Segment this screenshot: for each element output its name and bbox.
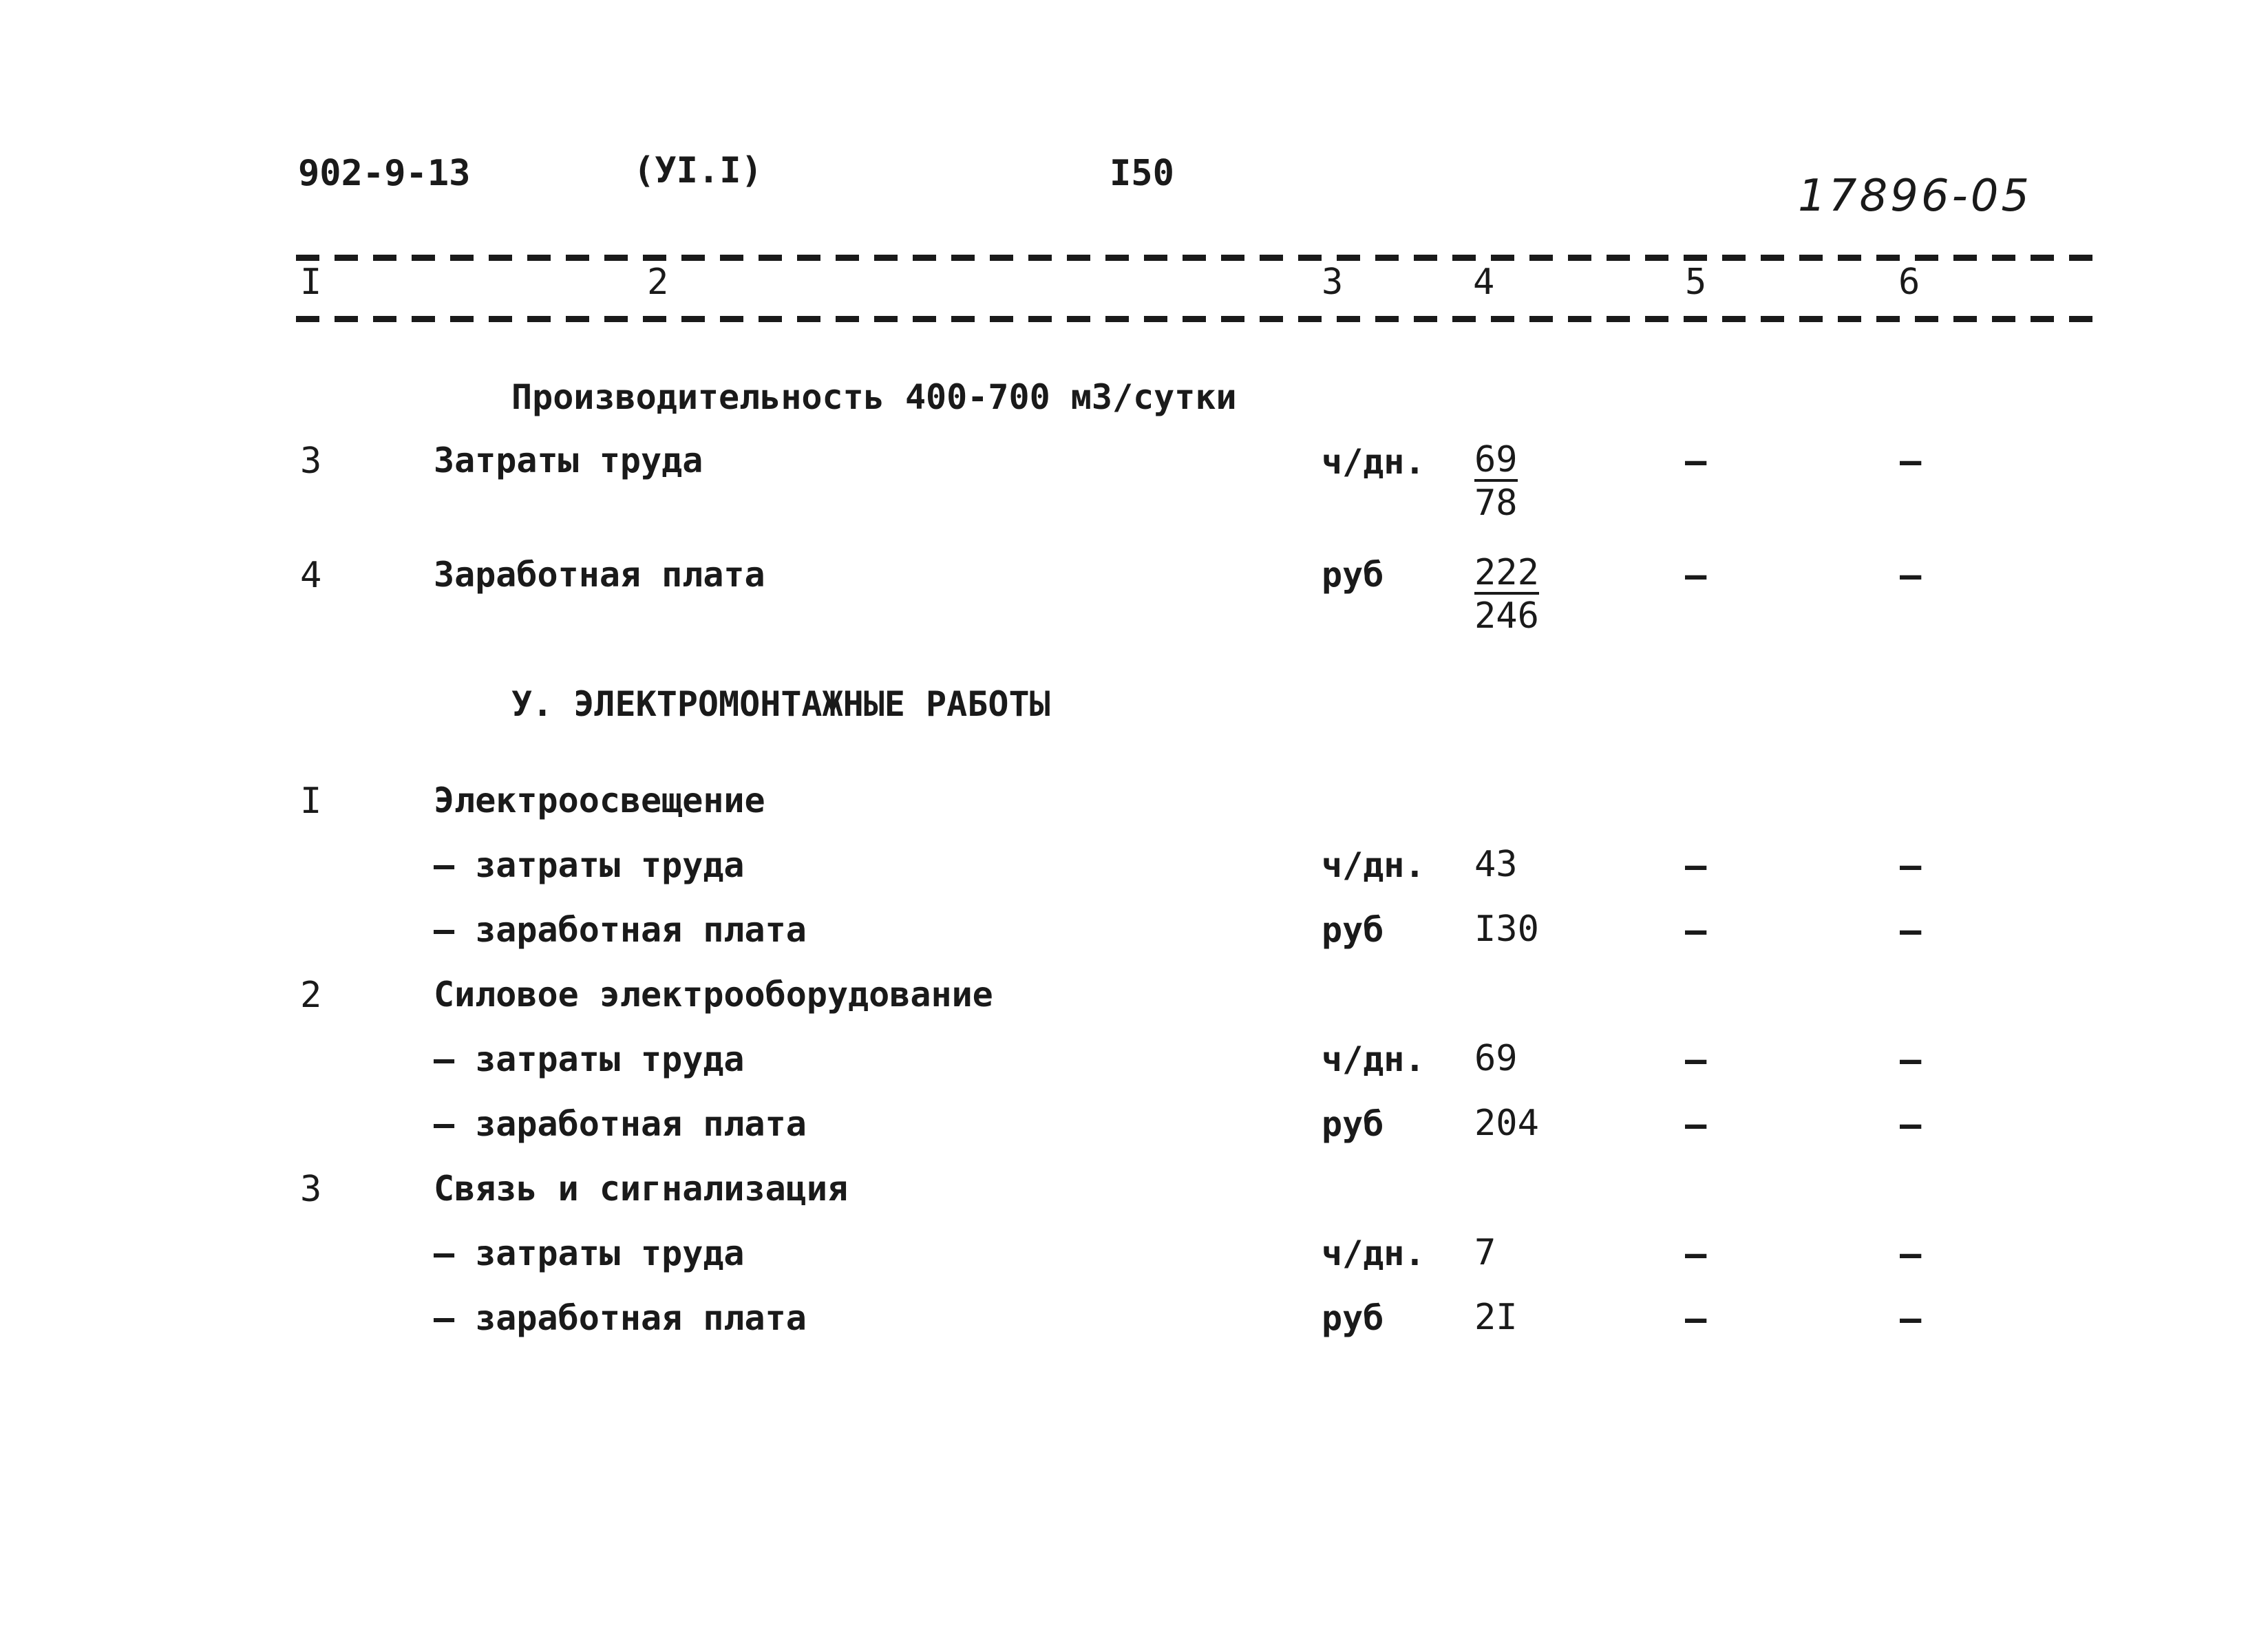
item-name: – заработная плата — [434, 1298, 807, 1338]
section-label: (УI.I) — [633, 150, 763, 191]
col6-dash: – — [1900, 1104, 1922, 1145]
productivity-heading: Производительность 400-700 м3/сутки — [511, 377, 1237, 417]
value-denominator: 78 — [1474, 482, 1518, 524]
item-value: 69 — [1474, 1038, 1518, 1079]
item-name: – затраты труда — [434, 845, 745, 885]
column-number-4: 4 — [1473, 262, 1495, 303]
col5-dash: – — [1685, 1233, 1707, 1275]
value-fraction — [1474, 552, 1539, 635]
col5-dash: – — [1685, 1039, 1707, 1081]
column-number-6: 6 — [1898, 262, 1920, 303]
col6-dash: – — [1900, 1233, 1922, 1275]
group-number: 3 — [300, 1169, 322, 1210]
item-unit: ч/дн. — [1322, 845, 1426, 885]
col5-dash: – — [1685, 1104, 1707, 1145]
col6-dash: – — [1900, 845, 1922, 887]
col5-dash: – — [1685, 1298, 1707, 1339]
col6-dash: – — [1900, 1298, 1922, 1339]
group-number: 2 — [300, 975, 322, 1016]
col5-dash: – — [1685, 555, 1707, 596]
col6-dash: – — [1900, 555, 1922, 596]
value-numerator: 69 — [1474, 439, 1518, 480]
col6-dash: – — [1900, 1039, 1922, 1081]
col5-dash: – — [1685, 910, 1707, 951]
group-number: I — [300, 781, 322, 822]
value-numerator: 222 — [1474, 552, 1539, 593]
header-bottom-rule — [296, 316, 2106, 322]
group-name: Силовое электрооборудование — [434, 975, 993, 1015]
col6-dash: – — [1900, 441, 1922, 482]
row-name: Заработная плата — [434, 555, 765, 595]
item-name: – затраты труда — [434, 1039, 745, 1079]
item-value: 43 — [1474, 844, 1518, 885]
column-number-1: I — [300, 262, 322, 303]
column-number-2: 2 — [647, 262, 669, 303]
col5-dash: – — [1685, 441, 1707, 482]
item-name: – заработная плата — [434, 1104, 807, 1144]
value-denominator: 246 — [1474, 595, 1539, 637]
page-number: I50 — [1110, 153, 1174, 194]
item-value: I30 — [1474, 909, 1539, 950]
document-code: 902-9-13 — [298, 153, 471, 194]
row-unit: руб — [1322, 555, 1384, 595]
item-unit: руб — [1322, 1104, 1384, 1144]
column-number-3: 3 — [1322, 262, 1344, 303]
item-value: 2I — [1474, 1297, 1518, 1338]
group-name: Электроосвещение — [434, 781, 765, 820]
group-name: Связь и сигнализация — [434, 1169, 849, 1209]
item-unit: ч/дн. — [1322, 1233, 1426, 1273]
section-heading: У. ЭЛЕКТРОМОНТАЖНЫЕ РАБОТЫ — [511, 684, 1050, 724]
item-unit: руб — [1322, 1298, 1384, 1338]
item-unit: руб — [1322, 910, 1384, 950]
header-top-rule — [296, 255, 2106, 261]
item-value: 7 — [1474, 1232, 1496, 1273]
row-number: 4 — [300, 555, 322, 596]
col6-dash: – — [1900, 910, 1922, 951]
col5-dash: – — [1685, 845, 1707, 887]
item-unit: ч/дн. — [1322, 1039, 1426, 1079]
item-name: – затраты труда — [434, 1233, 745, 1273]
inventory-number: 17896-05 — [1798, 171, 2033, 222]
row-name: Затраты труда — [434, 441, 703, 480]
item-name: – заработная плата — [434, 910, 807, 950]
row-unit: ч/дн. — [1322, 442, 1426, 482]
row-number: 3 — [300, 441, 322, 482]
column-number-5: 5 — [1685, 262, 1707, 303]
value-fraction — [1474, 439, 1518, 522]
item-value: 204 — [1474, 1103, 1539, 1144]
